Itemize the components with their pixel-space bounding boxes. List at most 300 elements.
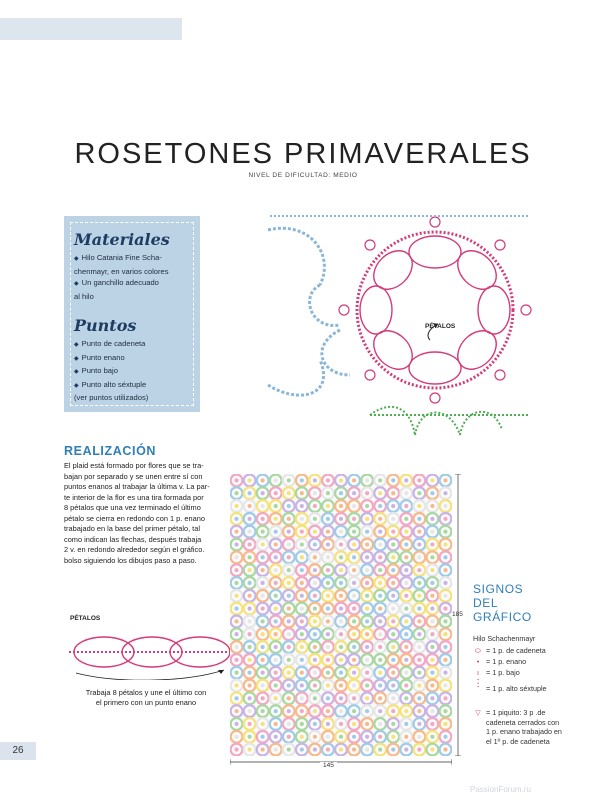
grid-rosette-center [339, 478, 343, 482]
materials-box [64, 216, 200, 412]
grid-rosette-center [287, 594, 291, 598]
grid-rosette-center [248, 645, 252, 649]
grid-rosette-center [391, 748, 395, 752]
grid-rosette-center [326, 619, 330, 623]
grid-rosette-center [287, 735, 291, 739]
grid-rosette-center [274, 696, 278, 700]
grid-rosette-center [391, 722, 395, 726]
grid-rosette-center [326, 696, 330, 700]
grid-rosette-center [417, 517, 421, 521]
grid-rosette-center [365, 671, 369, 675]
grid-rosette-center [378, 568, 382, 572]
grid-rosette-center [234, 504, 238, 508]
grid-rosette-center [339, 504, 343, 508]
difficulty-level: NIVEL DE DIFICULTAD: MEDIO [248, 172, 358, 179]
grid-rosette-center [443, 581, 447, 585]
petal-strip-diagram [64, 625, 239, 680]
grid-rosette-center [339, 735, 343, 739]
grid-rosette-center [274, 619, 278, 623]
grid-rosette-center [378, 607, 382, 611]
grid-rosette-center [326, 748, 330, 752]
grid-rosette-center [404, 683, 408, 687]
grid-rosette-center [443, 722, 447, 726]
grid-rosette-center [274, 594, 278, 598]
grid-rosette-center [391, 619, 395, 623]
grid-rosette-center [234, 658, 238, 662]
grid-rosette-center [352, 530, 356, 534]
grid-rosette-center [352, 607, 356, 611]
grid-rosette-center [300, 645, 304, 649]
grid-rosette-center [391, 645, 395, 649]
grid-rosette-center [300, 517, 304, 521]
grid-rosette-center [287, 568, 291, 572]
grid-rosette-center [378, 696, 382, 700]
grid-rosette-center [287, 530, 291, 534]
grid-rosette-center [248, 504, 252, 508]
grid-rosette-center [313, 555, 317, 559]
grid-rosette-center [261, 658, 265, 662]
grid-rosette-center [430, 581, 434, 585]
grid-rosette-center [248, 478, 252, 482]
pink-petals [360, 236, 510, 384]
grid-rosette-center [430, 491, 434, 495]
body-line: bolso siguiendo los dibujos paso a paso. [64, 555, 197, 565]
grid-rosette-center [417, 658, 421, 662]
grid-rosette-center [404, 658, 408, 662]
grid-rosette-center [248, 555, 252, 559]
grid-rosette-center [391, 607, 395, 611]
width-dimension-line [230, 759, 452, 765]
grid-rosette-center [391, 735, 395, 739]
grid-rosette-center [248, 735, 252, 739]
grid-rosette-center [313, 671, 317, 675]
grid-rosette-center [261, 530, 265, 534]
grid-rosette-center [430, 555, 434, 559]
grid-rosette-center [339, 517, 343, 521]
grid-rosette-center [404, 581, 408, 585]
grid-rosette-center [417, 504, 421, 508]
grid-rosette-center [443, 658, 447, 662]
grid-rosette-center [261, 478, 265, 482]
grid-rosette-center [313, 619, 317, 623]
grid-rosette-center [313, 581, 317, 585]
grid-rosette-center [365, 607, 369, 611]
pink-picots [339, 217, 531, 403]
grid-rosette-center [287, 748, 291, 752]
page-title: ROSETONES PRIMAVERALES [74, 138, 532, 170]
grid-rosette-center [300, 504, 304, 508]
chain-stitch-icon: ⬭ [474, 646, 482, 655]
grid-rosette-center [443, 504, 447, 508]
grid-rosette-center [352, 491, 356, 495]
grid-rosette-center [443, 696, 447, 700]
legend-heading-line: DEL [473, 596, 499, 610]
grid-rosette-center [248, 530, 252, 534]
grid-rosette-center [404, 619, 408, 623]
grid-rosette-center [417, 478, 421, 482]
grid-rosette-center [378, 517, 382, 521]
grid-rosette-center [417, 645, 421, 649]
body-line: trabajado en la base del primer pétalo, tal [64, 524, 200, 533]
grid-rosette-center [391, 504, 395, 508]
grid-rosette-center [391, 709, 395, 713]
grid-rosette-center [404, 542, 408, 546]
grid-rosette-center [248, 683, 252, 687]
grid-rosette-center [365, 555, 369, 559]
grid-rosette-center [339, 722, 343, 726]
grid-rosette-center [313, 748, 317, 752]
grid-rosette-center [417, 555, 421, 559]
grid-rosette-center [248, 491, 252, 495]
grid-rosette-center [300, 683, 304, 687]
grid-rosette-center [404, 530, 408, 534]
grid-rosette-center [287, 542, 291, 546]
grid-rosette-center [391, 491, 395, 495]
grid-rosette-center [365, 683, 369, 687]
grid-rosette-center [391, 555, 395, 559]
list-item: ◆ Hilo Catania Fine Scha- [74, 253, 162, 262]
grid-rosette-center [352, 581, 356, 585]
grid-rosette-center [261, 581, 265, 585]
grid-rosette-center [274, 632, 278, 636]
grid-rosette-center [391, 671, 395, 675]
grid-rosette-center [430, 607, 434, 611]
grid-rosette-center [326, 709, 330, 713]
grid-rosette-center [274, 683, 278, 687]
grid-rosette-center [261, 517, 265, 521]
grid-rosette-center [274, 607, 278, 611]
grid-rosette-center [365, 696, 369, 700]
grid-rosette-center [287, 671, 291, 675]
blue-edge-arcs [268, 228, 350, 395]
grid-rosette-center [378, 542, 382, 546]
stitches-heading: Puntos [74, 316, 137, 335]
grid-rosette-center [430, 735, 434, 739]
grid-rosette-center [352, 722, 356, 726]
grid-rosette-center [352, 555, 356, 559]
grid-rosette-center [404, 722, 408, 726]
body-line: te interior de la flor es una tira formada por [64, 492, 204, 502]
grid-rosette-center [287, 607, 291, 611]
grid-rosette-center [443, 671, 447, 675]
list-item: ◆ Punto alto séxtuple [74, 379, 147, 389]
grid-rosette-center [352, 748, 356, 752]
grid-rosette-center [339, 530, 343, 534]
grid-rosette-center [274, 671, 278, 675]
grid-rosette-center [352, 568, 356, 572]
blanket-grid-svg [230, 474, 452, 756]
grid-rosette-center [443, 568, 447, 572]
grid-rosette-center [430, 683, 434, 687]
grid-rosette-center [274, 748, 278, 752]
grid-rosette-center [378, 671, 382, 675]
body-line: pétalo se cierra en redondo con 1 p. enano [64, 513, 205, 523]
legend-item: ▽ = 1 piquito: 3 p .de cadeneta cerrados con 1 p. enano trabajado en el 1º p. de cadeneta [473, 708, 593, 748]
grid-rosette-center [404, 735, 408, 739]
width-dimension: 145 [320, 762, 337, 769]
grid-rosette-center [300, 478, 304, 482]
grid-rosette-center [352, 632, 356, 636]
grid-rosette-center [365, 709, 369, 713]
grid-rosette-center [234, 530, 238, 534]
grid-rosette-center [365, 542, 369, 546]
grid-rosette-center [287, 619, 291, 623]
grid-rosette-center [391, 632, 395, 636]
grid-rosette-center [404, 645, 408, 649]
grid-rosette-center [287, 722, 291, 726]
petalos-caption [60, 688, 232, 708]
grid-rosette-center [326, 568, 330, 572]
grid-rosette-center [313, 658, 317, 662]
grid-rosette-center [234, 696, 238, 700]
grid-rosette-center [443, 542, 447, 546]
grid-rosette-center [313, 491, 317, 495]
bullet-icon: ◆ [74, 369, 79, 375]
grid-rosette-center [326, 581, 330, 585]
grid-rosette-center [234, 594, 238, 598]
grid-rosette-center [313, 709, 317, 713]
grid-rosette-center [234, 555, 238, 559]
grid-rosette-center [248, 542, 252, 546]
grid-rosette-center [313, 696, 317, 700]
legend-heading-line: SIGNOS [473, 582, 524, 596]
blanket-grid [230, 474, 452, 756]
grid-rosette-center [404, 748, 408, 752]
grid-rosette-center [430, 530, 434, 534]
grid-rosette-center [365, 478, 369, 482]
grid-rosette-center [443, 683, 447, 687]
grid-rosette-center [300, 735, 304, 739]
grid-rosette-center [365, 594, 369, 598]
grid-rosette-center [417, 607, 421, 611]
grid-rosette-center [365, 619, 369, 623]
list-item: (ver puntos utilizados) [74, 393, 149, 402]
grid-rosette-center [443, 619, 447, 623]
grid-rosette-center [300, 594, 304, 598]
grid-rosette-center [391, 542, 395, 546]
grid-rosette-center [234, 517, 238, 521]
petalos-center-label: PÉTALOS [425, 323, 456, 330]
grid-rosette-center [443, 632, 447, 636]
grid-rosette-center [287, 696, 291, 700]
grid-rosette-center [417, 568, 421, 572]
list-item: al hilo [74, 291, 94, 301]
grid-rosette-center [352, 619, 356, 623]
grid-rosette-center [417, 632, 421, 636]
body-line: como indican las flechas, después trabaja [64, 534, 202, 544]
grid-rosette-center [248, 658, 252, 662]
grid-rosette-center [430, 658, 434, 662]
grid-rosette-center [313, 645, 317, 649]
grid-rosette-center [274, 709, 278, 713]
grid-rosette-center [248, 671, 252, 675]
grid-rosette-center [287, 555, 291, 559]
grid-rosette-center [326, 735, 330, 739]
green-edge-arcs [370, 407, 530, 435]
grid-rosette-center [417, 594, 421, 598]
list-item: ◆ Punto de cadeneta [74, 339, 146, 348]
grid-rosette-center [248, 696, 252, 700]
grid-rosette-center [261, 671, 265, 675]
grid-rosette-center [261, 491, 265, 495]
grid-rosette-center [248, 722, 252, 726]
grid-rosette-center [248, 594, 252, 598]
grid-rosette-center [313, 735, 317, 739]
grid-rosette-center [248, 632, 252, 636]
grid-rosette-center [365, 581, 369, 585]
grid-rosette-center [430, 632, 434, 636]
grid-rosette-center [326, 504, 330, 508]
grid-rosette-center [443, 709, 447, 713]
grid-rosette-center [300, 491, 304, 495]
grid-rosette-center [287, 478, 291, 482]
grid-rosette-center [365, 645, 369, 649]
body-line: El plaid está formado por flores que se tra- [64, 461, 204, 470]
grid-rosette-center [261, 568, 265, 572]
grid-rosette-center [430, 645, 434, 649]
materials-list [74, 252, 194, 302]
grid-rosette-center [274, 568, 278, 572]
grid-rosette-center [365, 504, 369, 508]
grid-rosette-center [234, 607, 238, 611]
grid-rosette-center [404, 568, 408, 572]
grid-rosette-center [352, 517, 356, 521]
grid-rosette-center [287, 581, 291, 585]
grid-rosette-center [339, 658, 343, 662]
grid-rosette-center [378, 683, 382, 687]
grid-rosette-center [234, 645, 238, 649]
grid-rosette-center [404, 594, 408, 598]
grid-rosette-center [313, 542, 317, 546]
grid-rosette-center [300, 722, 304, 726]
grid-rosette-center [339, 491, 343, 495]
grid-rosette-center [417, 619, 421, 623]
grid-rosette-center [300, 542, 304, 546]
grid-rosette-center [443, 607, 447, 611]
grid-rosette-center [234, 748, 238, 752]
legend-item: ı = 1 p. bajo [473, 668, 593, 678]
grid-rosette-center [313, 632, 317, 636]
grid-rosette-center [287, 632, 291, 636]
grid-rosette-center [365, 517, 369, 521]
grid-rosette-center [404, 607, 408, 611]
grid-rosette-center [391, 581, 395, 585]
grid-rosette-center [352, 645, 356, 649]
grid-rosette-center [300, 530, 304, 534]
grid-rosette-center [261, 607, 265, 611]
grid-rosette-center [378, 530, 382, 534]
grid-rosette-center [365, 530, 369, 534]
grid-rosette-center [261, 645, 265, 649]
legend-yarn: Hilo Schachenmayr [473, 634, 536, 643]
grid-rosette-center [365, 748, 369, 752]
sextuple-crochet-icon: ⫶ [476, 677, 480, 691]
grid-rosette-center [274, 645, 278, 649]
grid-rosette-center [274, 517, 278, 521]
grid-rosette-center [378, 478, 382, 482]
grid-rosette-center [404, 555, 408, 559]
grid-rosette-center [443, 555, 447, 559]
grid-rosette-center [274, 478, 278, 482]
grid-rosette-center [326, 555, 330, 559]
grid-rosette-center [391, 568, 395, 572]
slip-stitch-icon: • [476, 657, 480, 666]
grid-rosette-center [443, 491, 447, 495]
grid-rosette-center [443, 594, 447, 598]
grid-rosette-center [261, 709, 265, 713]
grid-rosette-center [352, 504, 356, 508]
grid-rosette-center [234, 581, 238, 585]
pink-outer-ring [357, 232, 513, 388]
body-line: 2 v. en redondo alrededor según el gráfico. [64, 545, 205, 554]
grid-rosette-center [313, 530, 317, 534]
grid-rosette-center [274, 581, 278, 585]
grid-rosette-center [404, 504, 408, 508]
grid-rosette-center [417, 696, 421, 700]
grid-rosette-center [326, 530, 330, 534]
grid-rosette-center [248, 607, 252, 611]
grid-rosette-center [234, 671, 238, 675]
legend-item: • = 1 p. enano [473, 657, 593, 667]
grid-rosette-center [404, 709, 408, 713]
grid-rosette-center [443, 530, 447, 534]
grid-rosette-center [391, 696, 395, 700]
grid-rosette-center [274, 542, 278, 546]
grid-rosette-center [234, 735, 238, 739]
grid-rosette-center [248, 581, 252, 585]
grid-rosette-center [378, 594, 382, 598]
grid-rosette-center [313, 504, 317, 508]
grid-rosette-center [274, 504, 278, 508]
materials-heading: Materiales [74, 230, 170, 249]
grid-rosette-center [430, 709, 434, 713]
grid-rosette-center [300, 581, 304, 585]
grid-rosette-center [300, 709, 304, 713]
grid-rosette-center [430, 542, 434, 546]
body-line: puntos enanos al trabajar la última v. La par- [64, 482, 210, 491]
grid-rosette-center [417, 542, 421, 546]
grid-rosette-center [430, 696, 434, 700]
grid-rosette-center [404, 478, 408, 482]
grid-rosette-center [378, 748, 382, 752]
grid-rosette-center [430, 748, 434, 752]
grid-rosette-center [274, 530, 278, 534]
caption-line: el primero con un punto enano [95, 698, 197, 707]
grid-rosette-center [274, 658, 278, 662]
grid-rosette-center [287, 491, 291, 495]
grid-rosette-center [404, 632, 408, 636]
grid-rosette-center [365, 568, 369, 572]
grid-rosette-center [313, 683, 317, 687]
grid-rosette-center [234, 722, 238, 726]
grid-rosette-center [378, 658, 382, 662]
grid-rosette-center [417, 581, 421, 585]
grid-rosette-center [300, 671, 304, 675]
grid-rosette-center [326, 645, 330, 649]
grid-rosette-center [391, 683, 395, 687]
grid-rosette-center [378, 645, 382, 649]
grid-rosette-center [261, 632, 265, 636]
grid-rosette-center [274, 491, 278, 495]
grid-rosette-center [352, 594, 356, 598]
grid-rosette-center [248, 517, 252, 521]
grid-rosette-center [430, 504, 434, 508]
grid-rosette-center [313, 594, 317, 598]
bullet-icon: ◆ [74, 256, 79, 262]
grid-rosette-center [417, 735, 421, 739]
grid-rosette-center [352, 542, 356, 546]
grid-rosette-center [313, 607, 317, 611]
